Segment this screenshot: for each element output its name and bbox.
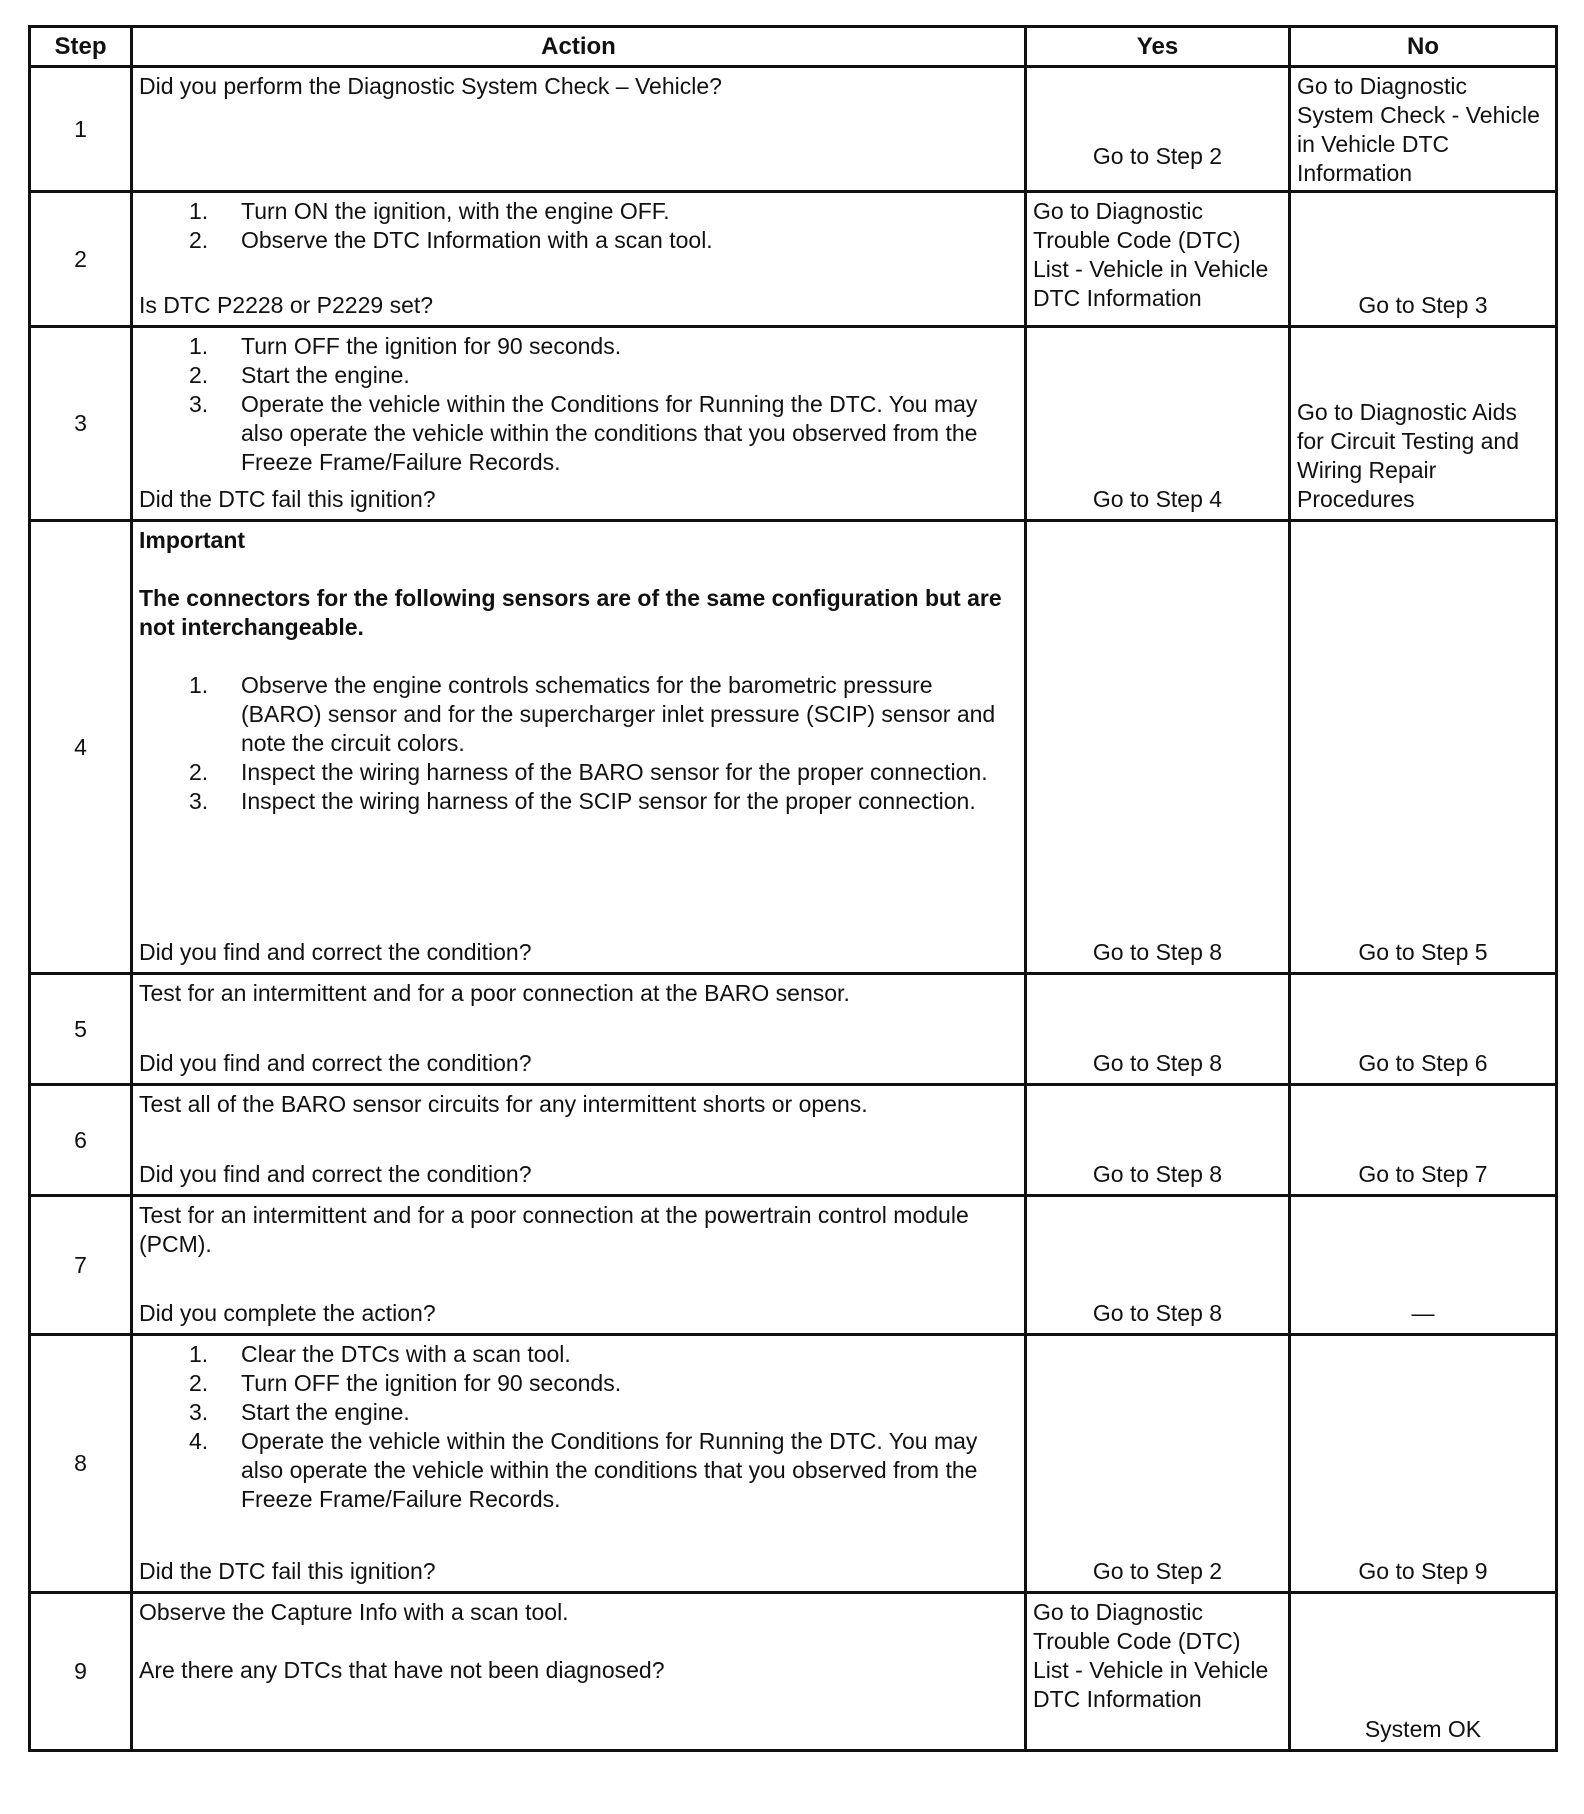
list-item: 3. Operate the vehicle within the Conditions for Running the DTC. You may also operate the vehicle within the conditions that you observed from the Freeze Frame/Failure Records. xyxy=(189,391,978,475)
action-cell xyxy=(132,1335,1026,1593)
yes-cell xyxy=(1026,327,1290,521)
diagnostic-table xyxy=(28,25,1558,1752)
table-row xyxy=(30,1196,1557,1335)
action-question: Did the DTC fail this ignition? xyxy=(139,486,436,512)
table-row xyxy=(30,1335,1557,1593)
no-text: Go to Step 6 xyxy=(1358,1050,1488,1076)
step-number: 1 xyxy=(30,67,132,192)
no-text: Go to Step 5 xyxy=(1358,939,1488,965)
list-item: 2. Turn OFF the ignition for 90 seconds. xyxy=(189,1370,622,1396)
no-text: Go to Diagnostic Aids for Circuit Testing and Wiring Repair Procedures xyxy=(1297,399,1520,512)
yes-cell xyxy=(1026,1196,1290,1335)
yes-text: Go to Step 2 xyxy=(1092,1558,1223,1584)
action-cell xyxy=(132,974,1026,1085)
step-number: 5 xyxy=(30,974,132,1085)
yes-text: Go to Step 4 xyxy=(1092,486,1223,512)
yes-text: Go to Step 2 xyxy=(1092,143,1223,169)
important-heading: Important xyxy=(139,527,246,553)
header-yes: Yes xyxy=(1026,27,1290,67)
action-text: Test for an intermittent and for a poor connection at the BARO sensor. xyxy=(139,980,850,1006)
action-text: Test for an intermittent and for a poor connection at the powertrain control module (PCM). xyxy=(139,1202,969,1257)
list-item: 1. Clear the DTCs with a scan tool. xyxy=(189,1341,571,1367)
yes-text: Go to Diagnostic Trouble Code (DTC) List - Vehicle in Vehicle DTC Information xyxy=(1033,198,1269,311)
no-text: System OK xyxy=(1364,1716,1482,1742)
action-text: Did you perform the Diagnostic System Check – Vehicle? xyxy=(139,73,722,99)
action-question: Did the DTC fail this ignition? xyxy=(139,1558,436,1584)
no-text: Go to Step 9 xyxy=(1358,1558,1488,1584)
table-row xyxy=(30,1085,1557,1196)
header-step: Step xyxy=(30,27,132,67)
header-no: No xyxy=(1290,27,1557,67)
yes-text: Go to Diagnostic Trouble Code (DTC) List - Vehicle in Vehicle DTC Information xyxy=(1033,1599,1269,1712)
yes-text: Go to Step 8 xyxy=(1092,1161,1223,1187)
no-cell xyxy=(1290,1335,1557,1593)
yes-cell xyxy=(1026,192,1290,327)
header-action: Action xyxy=(132,27,1026,67)
action-question: Did you find and correct the condition? xyxy=(139,1161,532,1187)
no-text: Go to Diagnostic System Check - Vehicle in Vehicle DTC Information xyxy=(1297,73,1540,186)
action-cell xyxy=(132,1593,1026,1751)
step-number: 6 xyxy=(30,1085,132,1196)
list-item: 1. Turn ON the ignition, with the engine OFF. xyxy=(189,198,670,224)
action-text: Test all of the BARO sensor circuits for any intermittent shorts or opens. xyxy=(139,1091,868,1117)
list-item: 1. Observe the engine controls schematics for the barometric pressure (BARO) sensor and for the supercharger inlet pressure (SCIP) sensor and note the circuit colors. xyxy=(189,672,996,756)
step-number: 3 xyxy=(30,327,132,521)
yes-cell xyxy=(1026,974,1290,1085)
action-cell xyxy=(132,192,1026,327)
list-item: 3. Start the engine. xyxy=(189,1399,410,1425)
list-item: 3. Inspect the wiring harness of the SCIP sensor for the proper connection. xyxy=(189,788,976,814)
no-cell xyxy=(1290,327,1557,521)
action-question: Did you complete the action? xyxy=(139,1300,436,1326)
yes-text: Go to Step 8 xyxy=(1092,1050,1223,1076)
no-cell xyxy=(1290,67,1557,192)
step-number: 2 xyxy=(30,192,132,327)
table-row xyxy=(30,67,1557,192)
yes-text: Go to Step 8 xyxy=(1092,1300,1223,1326)
action-cell xyxy=(132,1085,1026,1196)
no-cell xyxy=(1290,192,1557,327)
procedure-list xyxy=(139,332,1018,477)
action-question: Are there any DTCs that have not been diagnosed? xyxy=(139,1657,665,1683)
step-number: 7 xyxy=(30,1196,132,1335)
no-cell xyxy=(1290,1196,1557,1335)
important-note: The connectors for the following sensors are of the same configuration but are not interchangeable. xyxy=(139,585,1002,640)
procedure-list xyxy=(139,1340,1018,1514)
procedure-list xyxy=(139,671,1018,816)
header-row xyxy=(30,27,1557,67)
table-row xyxy=(30,974,1557,1085)
action-question: Did you find and correct the condition? xyxy=(139,939,532,965)
table-row xyxy=(30,327,1557,521)
list-item: 2. Observe the DTC Information with a scan tool. xyxy=(189,227,713,253)
action-question: Is DTC P2228 or P2229 set? xyxy=(139,292,434,318)
yes-cell xyxy=(1026,1085,1290,1196)
yes-cell xyxy=(1026,1335,1290,1593)
list-item: 2. Inspect the wiring harness of the BARO sensor for the proper connection. xyxy=(189,759,988,785)
list-item: 2. Start the engine. xyxy=(189,362,410,388)
step-number: 8 xyxy=(30,1335,132,1593)
no-text: — xyxy=(1411,1300,1435,1326)
yes-cell xyxy=(1026,521,1290,974)
action-question: Did you find and correct the condition? xyxy=(139,1050,532,1076)
no-cell xyxy=(1290,1085,1557,1196)
yes-cell xyxy=(1026,67,1290,192)
yes-cell xyxy=(1026,1593,1290,1751)
action-cell xyxy=(132,521,1026,974)
action-cell xyxy=(132,67,1026,192)
action-cell xyxy=(132,1196,1026,1335)
action-text: Observe the Capture Info with a scan tool. xyxy=(139,1599,569,1625)
step-number: 4 xyxy=(30,521,132,974)
list-item: 1. Turn OFF the ignition for 90 seconds. xyxy=(189,333,622,359)
table-row xyxy=(30,1593,1557,1751)
table-row xyxy=(30,192,1557,327)
step-number: 9 xyxy=(30,1593,132,1751)
no-text: Go to Step 7 xyxy=(1358,1161,1488,1187)
list-item: 4. Operate the vehicle within the Conditions for Running the DTC. You may also operate the vehicle within the conditions that you observed from the Freeze Frame/Failure Records. xyxy=(189,1428,978,1512)
yes-text: Go to Step 8 xyxy=(1092,939,1223,965)
no-cell xyxy=(1290,974,1557,1085)
no-cell xyxy=(1290,521,1557,974)
table-row xyxy=(30,521,1557,974)
no-cell xyxy=(1290,1593,1557,1751)
no-text: Go to Step 3 xyxy=(1358,292,1488,318)
procedure-list xyxy=(139,197,1018,255)
action-cell xyxy=(132,327,1026,521)
